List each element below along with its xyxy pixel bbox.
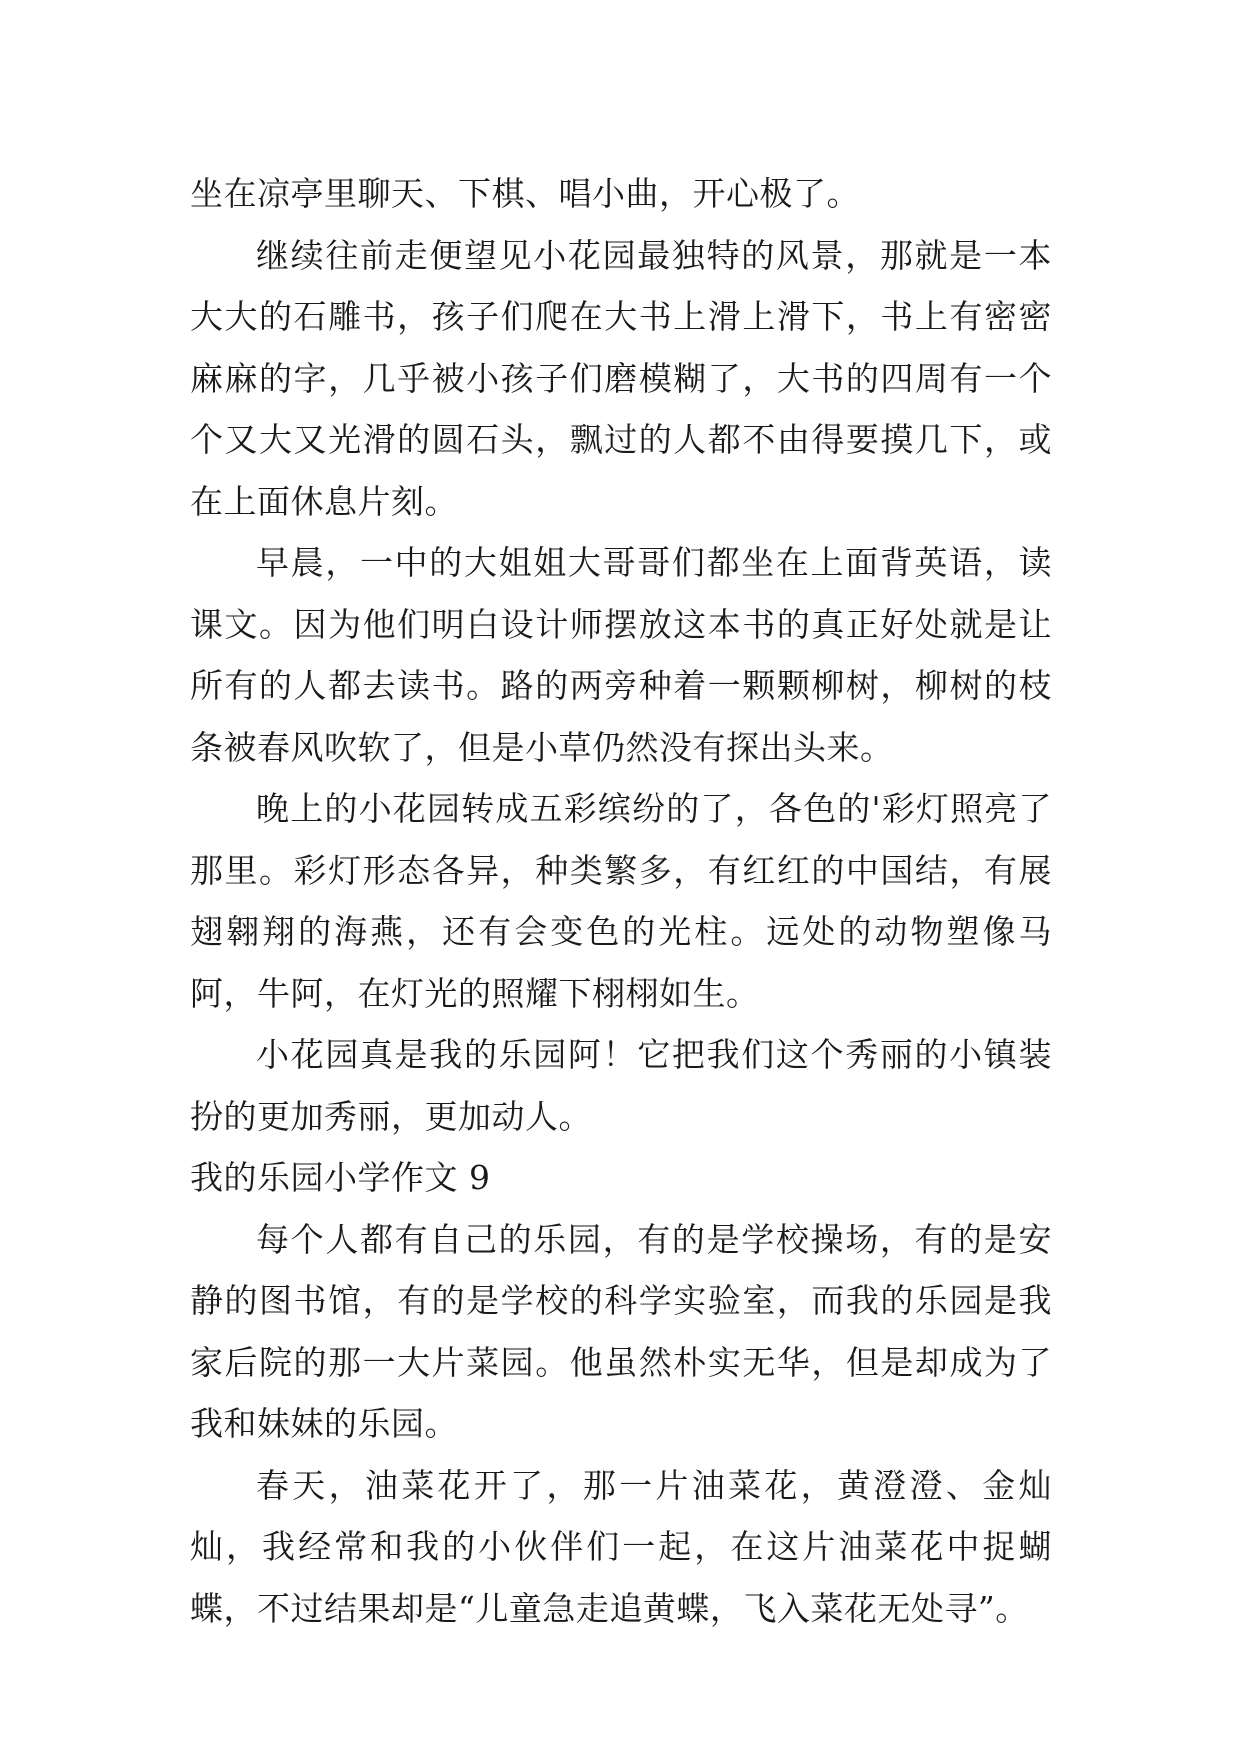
section-heading: 我的乐园小学作文 9	[190, 1158, 491, 1197]
paragraph: 继续往前走便望见小花园最独特的风景，那就是一本大大的石雕书，孩子们爬在大书上滑上滑下，书上有密密麻麻的字，几乎被小孩子们磨模糊了，大书的四周有一个个又大又光滑的圆石头，飘过的人都不由得要摸几下，或在上面休息片刻。	[190, 235, 1052, 521]
paragraph: 春天，油菜花开了，那一片油菜花，黄澄澄、金灿灿，我经常和我的小伙伴们一起，在这片油菜花中捉蝴蝶，不过结果却是“儿童急走追黄蝶，飞入菜花无处寻”。	[190, 1465, 1052, 1628]
paragraph-continuation: 坐在凉亭里聊天、下棋、唱小曲，开心极了。	[190, 174, 860, 213]
document-body	[190, 163, 1052, 1639]
paragraph: 晚上的小花园转成五彩缤纷的了，各色的'彩灯照亮了那里。彩灯形态各异，种类繁多，有红红的中国结，有展翅翱翔的海燕，还有会变色的光柱。远处的动物塑像马阿，牛阿，在灯光的照耀下栩栩如生。	[190, 789, 1052, 1013]
paragraph: 每个人都有自己的乐园，有的是学校操场，有的是安静的图书馆，有的是学校的科学实验室，而我的乐园是我家后院的那一大片菜园。他虽然朴实无华，但是却成为了我和妹妹的乐园。	[190, 1219, 1052, 1443]
paragraph: 早晨，一中的大姐姐大哥哥们都坐在上面背英语，读课文。因为他们明白设计师摆放这本书的真正好处就是让所有的人都去读书。路的两旁种着一颗颗柳树，柳树的枝条被春风吹软了，但是小草仍然没有探出头来。	[190, 543, 1052, 767]
paragraph: 小花园真是我的乐园阿！它把我们这个秀丽的小镇装扮的更加秀丽，更加动人。	[190, 1035, 1052, 1136]
